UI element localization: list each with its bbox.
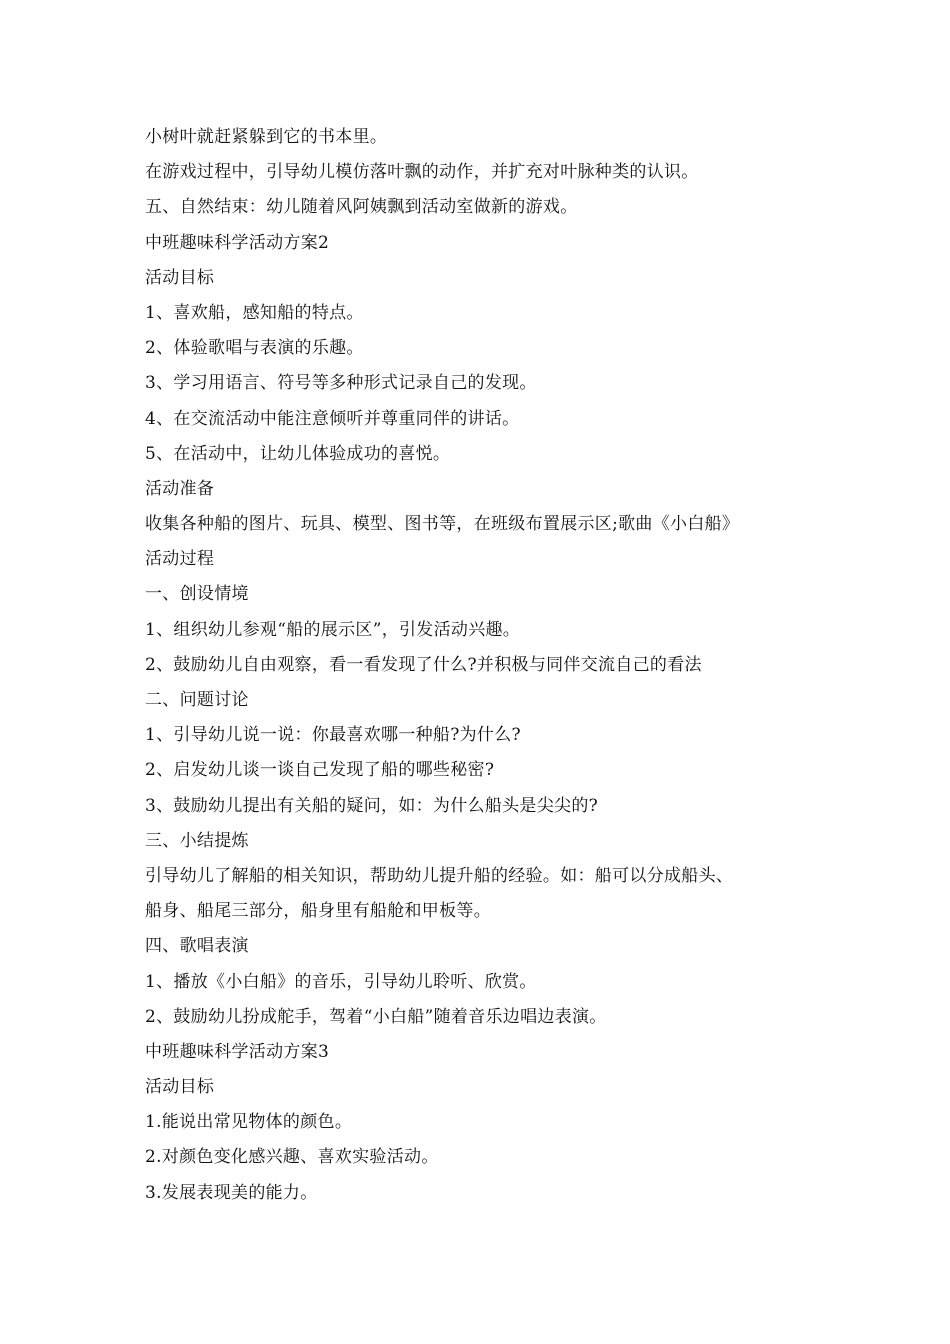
list-item: 1、引导幼儿说一说：你最喜欢哪一种船?为什么?	[145, 725, 521, 746]
step-heading: 一、创设情境	[145, 584, 249, 605]
text-line: 小树叶就赶紧躲到它的书本里。	[145, 127, 388, 147]
list-item: 5、在活动中，让幼儿体验成功的喜悦。	[145, 443, 451, 464]
list-item: 1.能说出常见物体的颜色。	[145, 1112, 353, 1133]
list-item: 2.对颜色变化感兴趣、喜欢实验活动。	[145, 1147, 439, 1168]
section-heading: 中班趣味科学活动方案2	[145, 232, 330, 253]
list-item: 2、体验歌唱与表演的乐趣。	[145, 338, 364, 359]
subheading: 活动过程	[145, 549, 215, 570]
list-item: 1、喜欢船，感知船的特点。	[145, 302, 364, 323]
subheading: 活动准备	[145, 478, 215, 499]
list-item: 4、在交流活动中能注意倾听并尊重同伴的讲话。	[145, 408, 520, 429]
step-heading: 四、歌唱表演	[145, 936, 249, 957]
document-body	[145, 120, 815, 1211]
list-item: 3.发展表现美的能力。	[145, 1182, 318, 1203]
text-line: 五、自然结束：幼儿随着风阿姨飘到活动室做新的游戏。	[145, 197, 578, 218]
subheading: 活动目标	[145, 1077, 215, 1098]
text-line: 船身、船尾三部分，船身里有船舱和甲板等。	[145, 901, 491, 922]
text-line: 引导幼儿了解船的相关知识，帮助幼儿提升船的经验。如：船可以分成船头、	[145, 865, 734, 886]
section-heading: 中班趣味科学活动方案3	[145, 1041, 330, 1062]
step-heading: 三、小结提炼	[145, 830, 249, 851]
list-item: 2、启发幼儿谈一谈自己发现了船的哪些秘密?	[145, 760, 495, 781]
list-item: 1、组织幼儿参观“船的展示区”，引发活动兴趣。	[145, 619, 521, 640]
list-item: 3、学习用语言、符号等多种形式记录自己的发现。	[145, 373, 537, 394]
list-item: 1、播放《小白船》的音乐，引导幼儿聆听、欣赏。	[145, 971, 537, 992]
list-item: 2、鼓励幼儿自由观察，看一看发现了什么?并积极与同伴交流自己的看法	[145, 654, 702, 675]
list-item: 2、鼓励幼儿扮成舵手，驾着“小白船”随着音乐边唱边表演。	[145, 1006, 607, 1027]
text-line: 在游戏过程中，引导幼儿模仿落叶飘的动作，并扩充对叶脉种类的认识。	[145, 162, 699, 183]
step-heading: 二、问题讨论	[145, 690, 249, 710]
list-item: 3、鼓励幼儿提出有关船的疑问，如：为什么船头是尖尖的?	[145, 795, 599, 816]
text-line: 收集各种船的图片、玩具、模型、图书等，在班级布置展示区;歌曲《小白船》	[145, 514, 740, 535]
subheading: 活动目标	[145, 267, 215, 288]
